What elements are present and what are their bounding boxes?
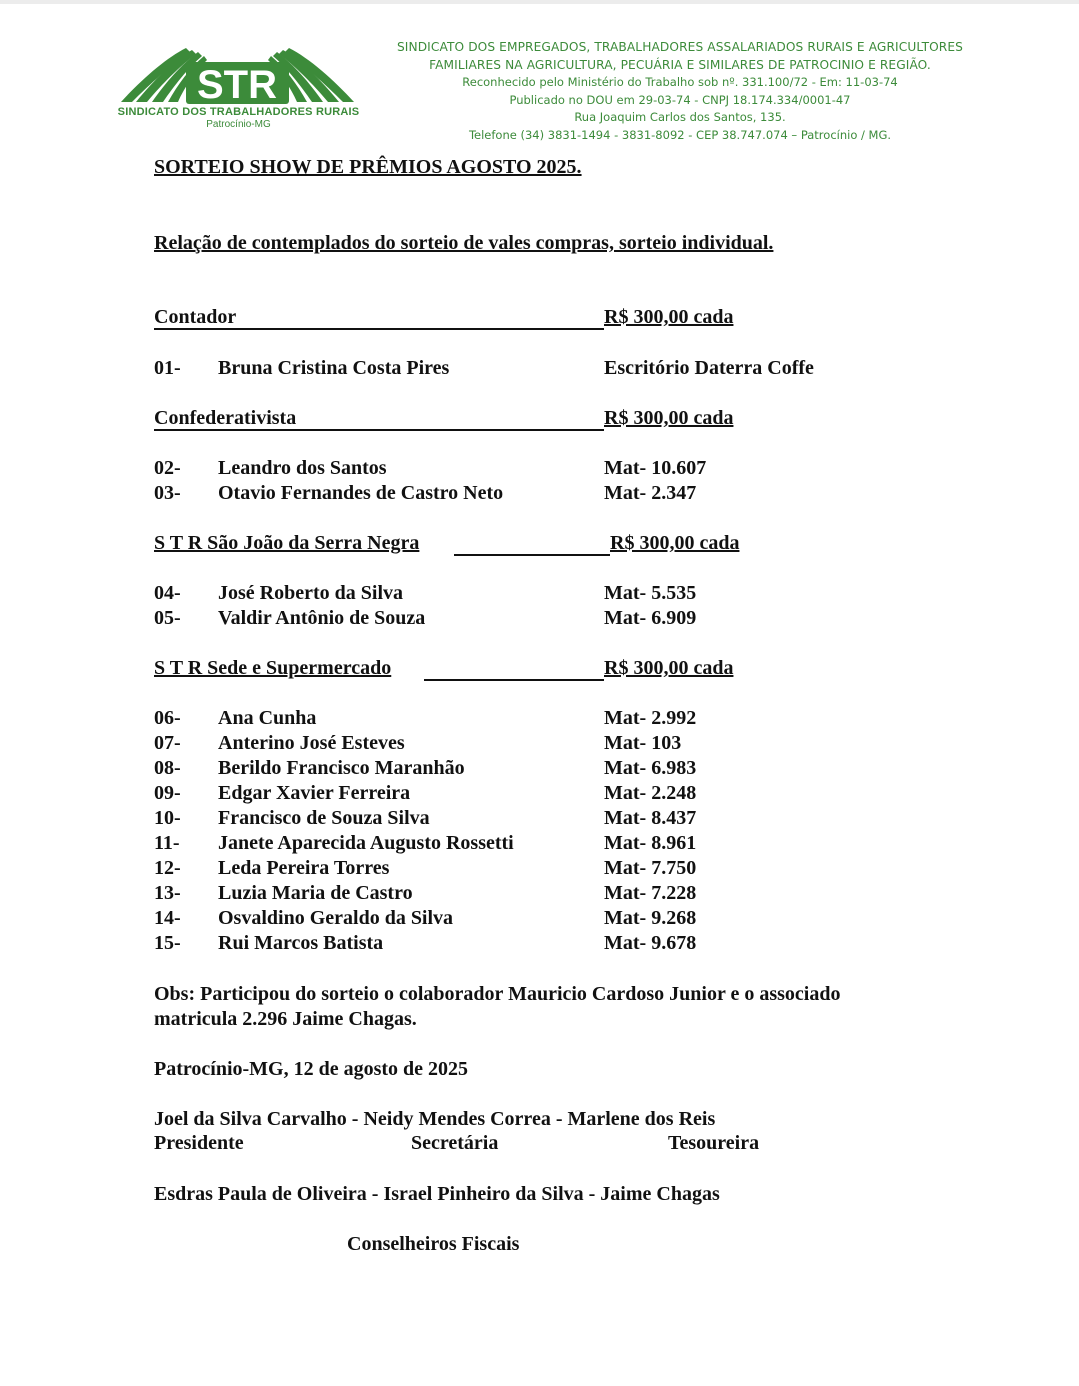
winner-name: Bruna Cristina Costa Pires (218, 357, 450, 379)
org-phone: Telefone (34) 3831-1494 - 3831-8092 - CEP 38.747.074 – Patrocínio / MG. (468, 127, 892, 142)
winner-matricula: Mat- 10.607 (604, 457, 707, 479)
winner-number: 13- (154, 882, 181, 904)
winner-number: 06- (154, 707, 181, 729)
winner-name: Osvaldino Geraldo da Silva (218, 907, 454, 929)
org-line-2: FAMILIARES NA AGRICULTURA, PECUÁRIA E SIMILARES DE PATROCINIO E REGIÃO. (429, 57, 931, 72)
winner-matricula: Mat- 2.248 (604, 782, 697, 804)
winner-number: 12- (154, 857, 181, 879)
winner-matricula: Mat- 7.228 (604, 882, 697, 904)
winner-matricula: Mat- 6.909 (604, 607, 697, 629)
document-subtitle: Relação de contemplados do sorteio de vales compras, sorteio individual. (154, 232, 774, 254)
category-prize: R$ 300,00 cada (604, 306, 734, 328)
organization-info (370, 39, 990, 144)
winner-name: Valdir Antônio de Souza (218, 607, 426, 629)
category-rule (424, 679, 604, 681)
role-secretary: Secretária (411, 1132, 499, 1154)
winner-name: Rui Marcos Batista (218, 932, 384, 954)
logo-city: Patrocínio-MG (206, 119, 271, 130)
logo-union-name: SINDICATO DOS TRABALHADORES RURAIS (117, 106, 360, 118)
winner-name: Otavio Fernandes de Castro Neto (218, 482, 504, 504)
winner-matricula: Mat- 9.678 (604, 932, 697, 954)
observation-line-1: Obs: Participou do sorteio o colaborador Mauricio Cardoso Junior e o associado (154, 983, 841, 1005)
winner-name: Anterino José Esteves (218, 732, 405, 754)
winner-name: José Roberto da Silva (218, 582, 403, 604)
role-president: Presidente (154, 1132, 244, 1154)
winner-name: Edgar Xavier Ferreira (218, 782, 411, 804)
winner-number: 05- (154, 607, 181, 629)
category-label: S T R Sede e Supermercado (154, 657, 392, 679)
winner-matricula: Mat- 103 (604, 732, 682, 754)
winner-name: Janete Aparecida Augusto Rossetti (218, 832, 514, 854)
org-publication: Publicado no DOU em 29-03-74 - CNPJ 18.174.334/0001-47 (509, 92, 851, 107)
wheat-field-icon (116, 40, 361, 106)
str-logo (116, 40, 361, 135)
winner-number: 02- (154, 457, 181, 479)
council-title: Conselheiros Fiscais (347, 1233, 520, 1255)
org-address: Rua Joaquim Carlos dos Santos, 135. (574, 110, 786, 124)
winner-name: Leandro dos Santos (218, 457, 387, 479)
category-label: Confederativista (154, 407, 297, 429)
winner-name: Leda Pereira Torres (218, 857, 390, 879)
category-prize: R$ 300,00 cada (610, 532, 740, 554)
winner-number: 03- (154, 482, 181, 504)
winner-number: 10- (154, 807, 181, 829)
council-names: Esdras Paula de Oliveira - Israel Pinheiro da Silva - Jaime Chagas (154, 1183, 720, 1205)
winner-number: 11- (154, 832, 180, 854)
winner-matricula: Mat- 9.268 (604, 907, 697, 929)
winner-name: Berildo Francisco Maranhão (218, 757, 465, 779)
logo-text: STR (197, 63, 277, 106)
category-label: Contador (154, 306, 237, 328)
winner-number: 04- (154, 582, 181, 604)
winner-name: Francisco de Souza Silva (218, 807, 430, 829)
winner-matricula: Mat- 7.750 (604, 857, 697, 879)
winner-info: Escritório Daterra Coffe (604, 357, 814, 379)
winner-number: 14- (154, 907, 181, 929)
org-registration: Reconhecido pelo Ministério do Trabalho sob nº. 331.100/72 - Em: 11-03-74 (462, 75, 898, 89)
winner-matricula: Mat- 2.992 (604, 707, 697, 729)
role-treasurer: Tesoureira (668, 1132, 760, 1154)
category-rule (154, 429, 604, 431)
org-line-1: SINDICATO DOS EMPREGADOS, TRABALHADORES ASSALARIADOS RURAIS E AGRICULTORES (396, 40, 964, 54)
winner-number: 01- (154, 357, 181, 379)
winner-number: 07- (154, 732, 181, 754)
winner-number: 15- (154, 932, 181, 954)
top-edge (0, 0, 1079, 4)
category-label: S T R São João da Serra Negra (154, 532, 420, 554)
observation-line-2: matricula 2.296 Jaime Chagas. (154, 1008, 417, 1030)
winner-matricula: Mat- 5.535 (604, 582, 697, 604)
winner-matricula: Mat- 8.961 (604, 832, 697, 854)
winner-matricula: Mat- 2.347 (604, 482, 697, 504)
date-line: Patrocínio-MG, 12 de agosto de 2025 (154, 1058, 469, 1080)
category-prize: R$ 300,00 cada (604, 407, 734, 429)
winner-number: 09- (154, 782, 181, 804)
winner-name: Ana Cunha (218, 707, 317, 729)
winner-number: 08- (154, 757, 181, 779)
category-rule (454, 554, 610, 556)
document-title: SORTEIO SHOW DE PRÊMIOS AGOSTO 2025. (154, 156, 582, 178)
category-rule (154, 328, 604, 330)
category-prize: R$ 300,00 cada (604, 657, 734, 679)
winner-matricula: Mat- 8.437 (604, 807, 697, 829)
winner-matricula: Mat- 6.983 (604, 757, 697, 779)
winner-name: Luzia Maria de Castro (218, 882, 413, 904)
board-names: Joel da Silva Carvalho - Neidy Mendes Correa - Marlene dos Reis (154, 1108, 716, 1130)
